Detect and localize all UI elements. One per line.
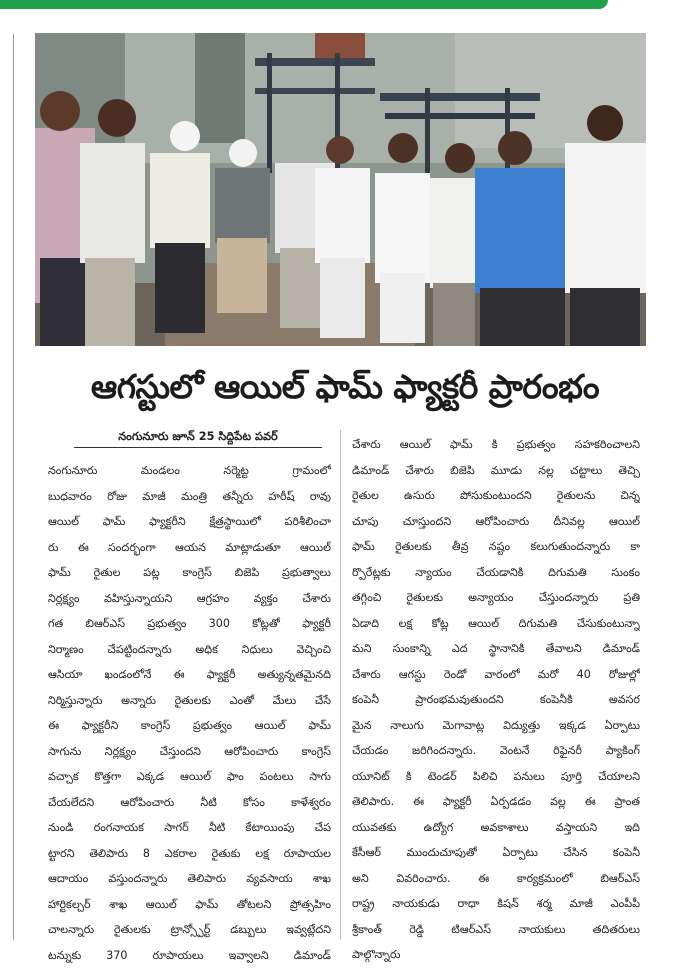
body-line: మైన నాలుగు మెగావాట్ల విద్యుత్తు ఇక్కడ ఏర్పాటు <box>352 713 640 739</box>
body-line: చేయలేదని ఆరోపించారు నీటి కోసం కాళేశ్వరం <box>48 790 331 816</box>
body-line: ఆదాయం వస్తుందన్నారు తెలిపారు వ్యవసాయ శాఖ <box>48 866 331 892</box>
body-line: ఈ ఫ్యాక్టరీని కాంగ్రెస్ ప్రభుత్వం ఆయిల్ ఫామ్ <box>48 713 331 739</box>
body-line: ర్పొరేట్లకు న్యాయం చేయడానికి దిగుమతి సుంకం <box>352 560 640 586</box>
body-line: వచ్చాక కొత్తగా ఎక్కడ ఆయిల్ ఫాం పంటలు సాగు <box>48 764 331 790</box>
headline: ఆగస్టులో ఆయిల్ ఫామ్ ఫ్యాక్టరీ ప్రారంభం <box>40 360 650 414</box>
body-line: తగ్గించి రైతులకు అన్యాయం చేస్తుందన్నారు ప్రతి <box>352 585 640 611</box>
body-line: ట్టారని తెలిపారు 8 ఎకరాల రైతుకు లక్ష రూపాయల <box>48 841 331 867</box>
body-line: యూనిట్ కి టెండర్ పిలిచి పనులు పూర్తి చేయాలని <box>352 764 640 790</box>
body-line: గత బిఆర్ఎస్ ప్రభుత్వం 300 కోట్లతో ఫ్యాక్టరీ <box>48 611 331 637</box>
body-line: నిర్లక్ష్యం వహిస్తున్నాయని ఆగ్రహం వ్యక్తం చేశారు <box>48 586 331 612</box>
body-line: టన్నుకు 370 రూపాయలు ఇవ్వాలని డిమాండ్ <box>48 943 331 968</box>
article-column-right <box>352 432 640 968</box>
body-line: డిమాండ్ చేశారు బిజెపి మూడు నల్ల చట్టాలు తెచ్చి <box>352 458 640 484</box>
body-line: చాలన్నారు రైతులకు ట్రాన్స్పోర్ట్ డబ్బులు ఇవ్వట్లేదని <box>48 917 331 943</box>
body-line: ఏడాది లక్ష కోట్ల ఆయిల్ దిగుమతి చేసుకుంటున్నా <box>352 611 640 637</box>
article-column-left <box>48 458 331 968</box>
body-line: ఫామ్ రైతులకు తీవ్ర నష్టం కలుగుతుందన్నారు కా <box>352 534 640 560</box>
body-line: చూపు చూస్తుందని ఆరోపించారు దీనివల్ల ఆయిల్ <box>352 509 640 535</box>
body-line: రైతుల ఉసురు పోసుకుంటుందని రైతులను చిన్న <box>352 483 640 509</box>
body-line: మని సుంకాన్ని ఎద స్థానానికి తేవాలని డిమాండ్ <box>352 636 640 662</box>
body-line: శ్రీకాంత్ రెడ్డి టిఆర్ఎస్ నాయకులు తదితరులు <box>352 917 640 943</box>
body-line: చేశారు ఆయిల్ ఫామ్ కి ప్రభుత్వం సహకరించాలని <box>352 432 640 458</box>
body-line: కంపెనీ ప్రారంభమవుతుందని కంపెనీకి అవసర <box>352 687 640 713</box>
column-divider <box>340 430 341 940</box>
body-line: నిర్మాణం చేపట్టిందన్నారు అధిక నిధులు వెచ్చించి <box>48 637 331 663</box>
body-line: బుధవారం రోజు మాజీ మంత్రి తన్నీరు హరీష్ రావు <box>48 484 331 510</box>
body-line: ఆయిల్ ఫామ్ ఫ్యాక్టరీని క్షేత్రస్థాయిలో పరిశీలించా <box>48 509 331 535</box>
dateline: నంగునూరు జూన్ 25 సిద్దిపేట పవర్ <box>74 427 322 448</box>
body-line: నంగునూరు మండలం నర్మెట్ట గ్రామంలో <box>48 458 331 484</box>
body-line: రాష్ట్ర నాయకుడు రాధా కిషన్ శర్మ మాజీ ఎంపీపీ <box>352 891 640 917</box>
body-line: ఆసియా ఖండంలోనే ఈ ఫ్యాక్టరీ అత్యున్నతమైనది <box>48 662 331 688</box>
left-margin-rule <box>13 34 14 940</box>
news-photo <box>35 33 646 346</box>
body-line: చేయడం జరిగిందన్నారు. వెంటనే రిఫైనరీ ప్యాకింగ్ <box>352 738 640 764</box>
body-line: సాగును నిర్లక్ష్యం చేస్తుందని ఆరోపించారు కాంగ్రెస్ <box>48 739 331 765</box>
body-line: కేసీఆర్ ముందుచూపుతో ఏర్పాటు చేసిన కంపెనీ <box>352 840 640 866</box>
body-line: చేశారు ఆగస్టు రెండో వారంలో మరో 40 రోజుల్లో <box>352 662 640 688</box>
body-line: నిర్మిస్తున్నారు అన్నారు రైతులకు ఎంతో మేలు చేసే <box>48 688 331 714</box>
body-line: యువతకు ఉద్యోగ అవకాశాలు వస్తాయని ఇది <box>352 815 640 841</box>
body-line: రు ఈ సందర్భంగా ఆయన మాట్లాడుతూ ఆయిల్ <box>48 535 331 561</box>
body-line: అని వివరించారు. ఈ కార్యక్రమంలో బిఆర్ఎస్ <box>352 866 640 892</box>
body-line: పాల్గొన్నారు <box>352 942 640 968</box>
top-accent-bar <box>0 0 608 9</box>
body-line: నుండి రంగనాయక సాగర్ నీటి కేటాయింపు చేప <box>48 815 331 841</box>
body-line: ఫామ్ రైతుల పట్ల కాంగ్రెస్ బిజెపి ప్రభుత్వాలు <box>48 560 331 586</box>
body-line: హార్టికల్చర్ శాఖ ఆయిల్ ఫామ్ తోటలని ప్రోత్సహిం <box>48 892 331 918</box>
body-line: తెలిపారు. ఈ ఫ్యాక్టరీ ఏర్పడడం వల్ల ఈ ప్రాంత <box>352 789 640 815</box>
